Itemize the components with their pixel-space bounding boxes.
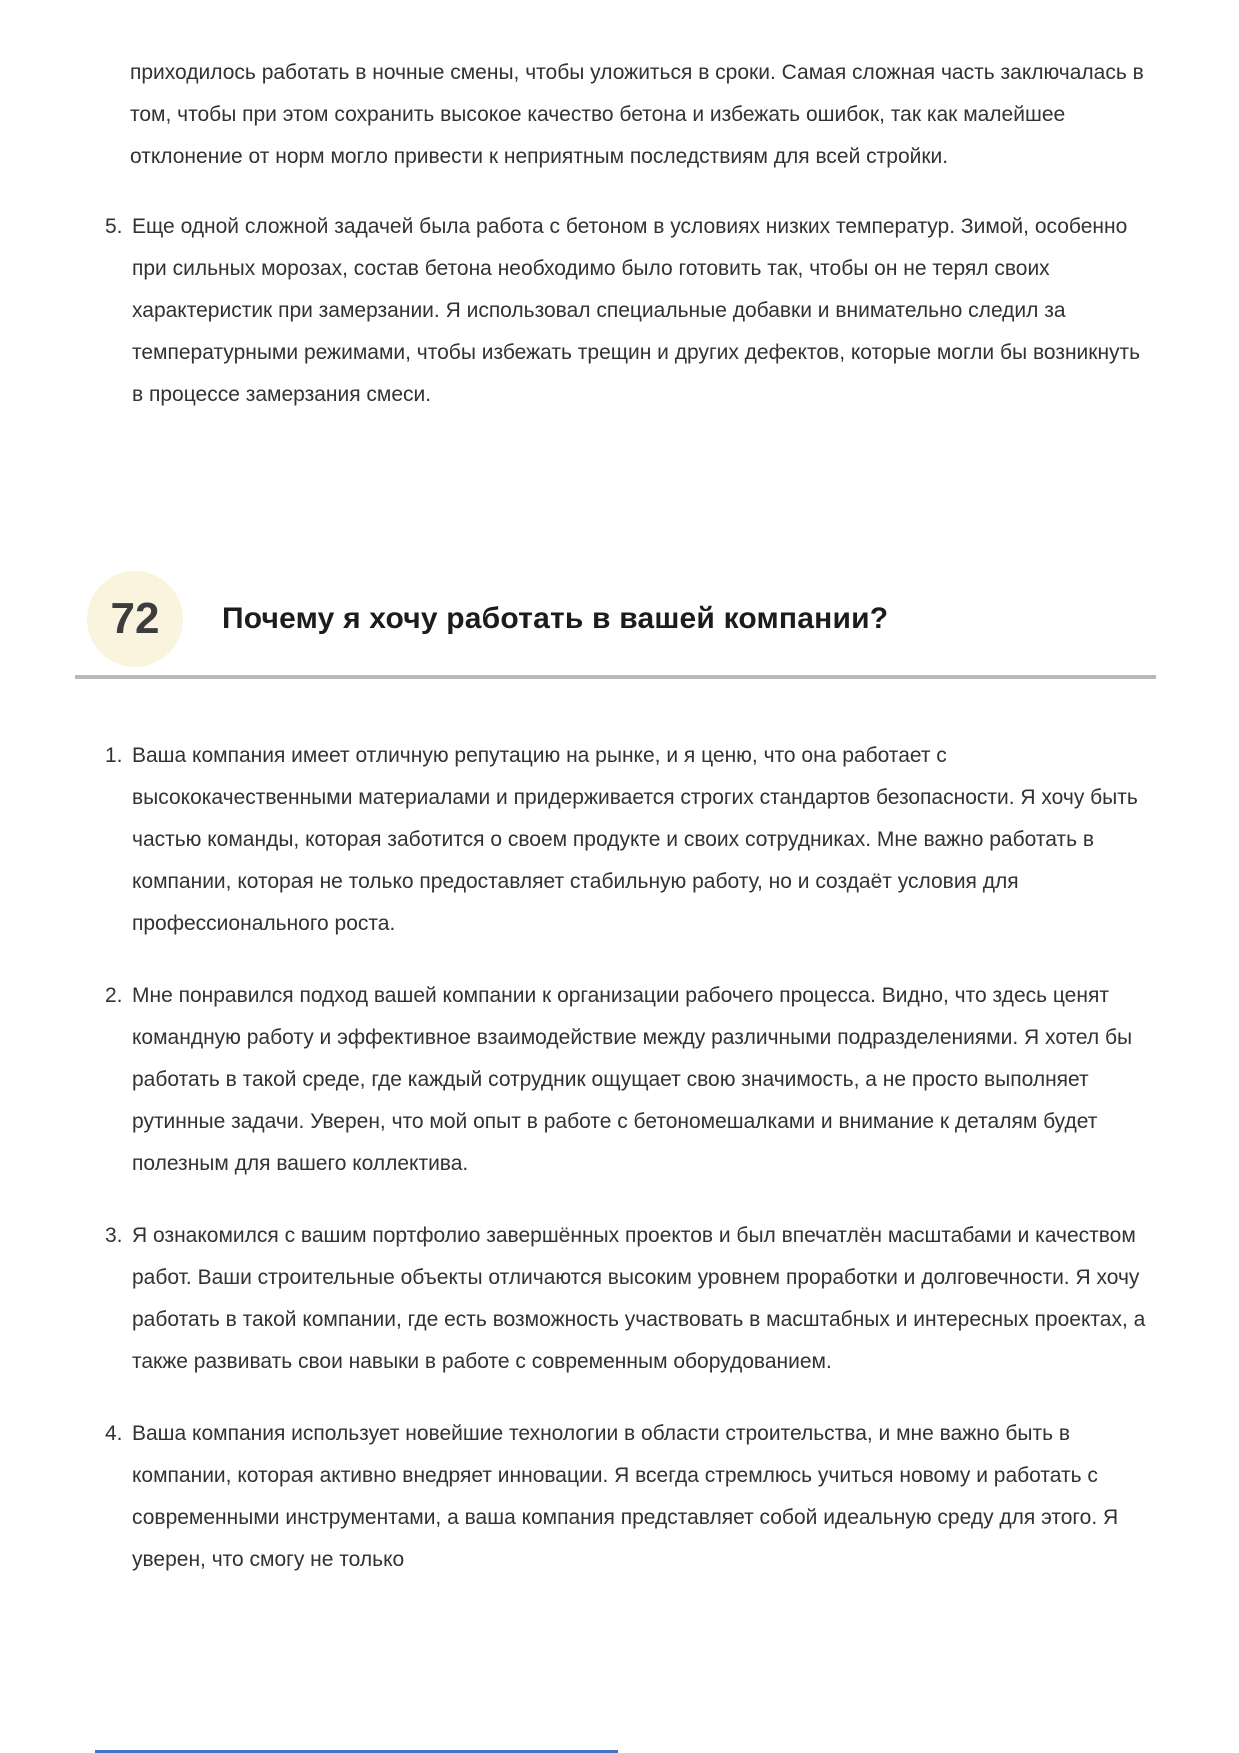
list-item: [105, 206, 1156, 416]
answer-item-number: 4.: [105, 1422, 123, 1445]
answer-item-number: 1.: [105, 744, 123, 767]
question-number-badge: 72: [87, 571, 183, 667]
answer-item-number: 3.: [105, 1224, 123, 1247]
answer-item: [105, 735, 1156, 945]
section-divider: [75, 675, 1156, 679]
answers-list: [75, 735, 1156, 1581]
answer-item: [105, 1413, 1156, 1581]
answer-item-text: Я ознакомился с вашим портфолио завершённых проектов и был впечатлён масштабами и качеством работ. Ваши строительные объекты отличаются высоким уровнем проработки и долговечности. Я хочу работать в такой компании, где есть возможность участвовать в масштабных и интересных проектах, а также развивать свои навыки в работе с современным оборудованием.: [132, 1224, 1146, 1373]
list-item-text: Еще одной сложной задачей была работа с бетоном в условиях низких температур. Зимой, особенно при сильных морозах, состав бетона необходимо было готовить так, чтобы он не терял своих характеристик при замерзании. Я использовал специальные добавки и внимательно следил за температурными режимами, чтобы избежать трещин и других дефектов, которые могли бы возникнуть в процессе замерзания смеси.: [132, 215, 1141, 406]
question-header: [87, 571, 1156, 667]
list-item-number: 5.: [105, 215, 123, 238]
answer-item: [105, 975, 1156, 1185]
question-title: Почему я хочу работать в вашей компании?: [222, 602, 889, 635]
intro-paragraph-continuation: приходилось работать в ночные смены, чтобы уложиться в сроки. Самая сложная часть заключалась в том, чтобы при этом сохранить высокое качество бетона и избежать ошибок, так как малейшее отклонение от норм могло привести к неприятным последствиям для всей стройки.: [130, 61, 1144, 168]
answer-item: [105, 1215, 1156, 1383]
answer-item-text: Ваша компания имеет отличную репутацию на рынке, и я ценю, что она работает с высококачественными материалами и придерживается строгих стандартов безопасности. Я хочу быть частью команды, которая заботится о своем продукте и своих сотрудниках. Мне важно работать в компании, которая не только предоставляет стабильную работу, но и создаёт условия для профессионального роста.: [132, 744, 1138, 935]
answer-item-number: 2.: [105, 984, 123, 1007]
answer-item-text: Мне понравился подход вашей компании к организации рабочего процесса. Видно, что здесь ценят командную работу и эффективное взаимодействие между различными подразделениями. Я хотел бы работать в такой среде, где каждый сотрудник ощущает свою значимость, а не просто выполняет рутинные задачи. Уверен, что мой опыт в работе с бетономешалками и внимание к деталям будет полезным для вашего коллектива.: [132, 984, 1133, 1175]
answer-item-text: Ваша компания использует новейшие технологии в области строительства, и мне важно быть в компании, которая активно внедряет инновации. Я всегда стремлюсь учиться новому и работать с современными инструментами, а ваша компания представляет собой идеальную среду для этого. Я уверен, что смогу не только: [132, 1422, 1119, 1571]
